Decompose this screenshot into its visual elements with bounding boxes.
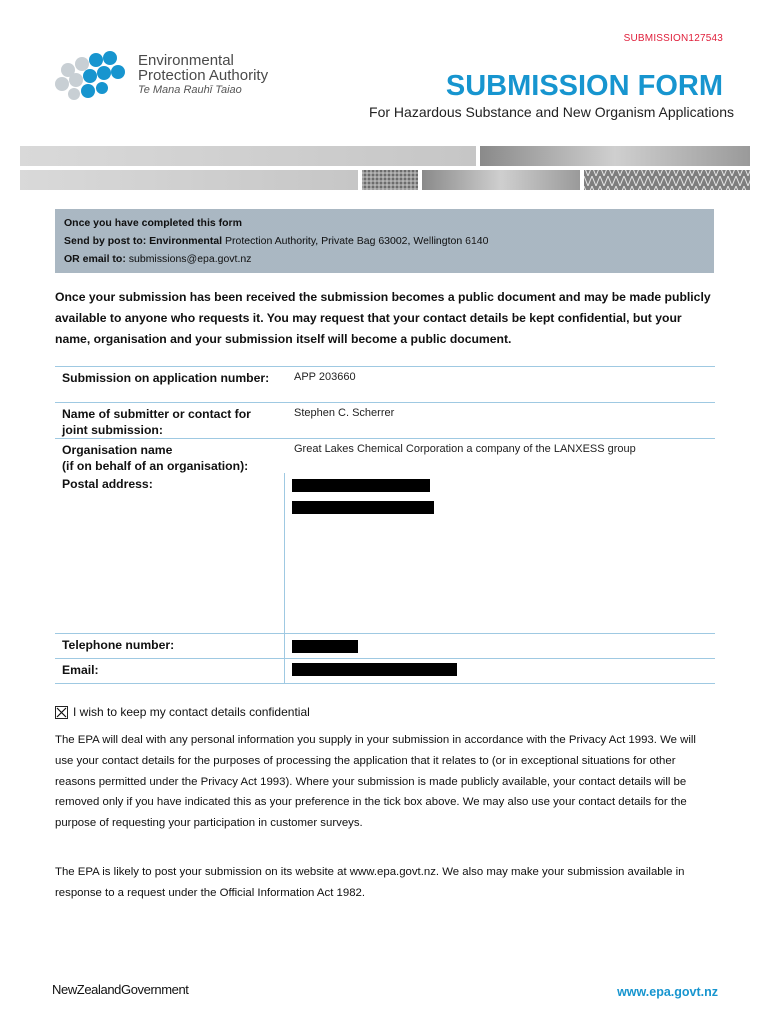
checkbox-cross-icon	[56, 707, 67, 718]
application-number-row	[55, 366, 715, 403]
organisation-label-line2: (if on behalf of an organisation):	[62, 459, 249, 473]
postal-address-row	[55, 473, 715, 634]
postal-address-label: Postal address:	[62, 477, 153, 491]
submitter-label: Name of submitter or contact for joint submission:	[62, 407, 251, 437]
submitter-name-field[interactable]: Stephen C. Scherrer	[294, 407, 395, 419]
column-divider	[284, 473, 285, 633]
epa-website-link[interactable]: www.epa.govt.nz	[617, 985, 718, 999]
logo-maori-name: Te Mana Rauhī Taiao	[138, 84, 242, 96]
photo-banner	[20, 146, 750, 192]
form-subtitle: For Hazardous Substance and New Organism Applications	[369, 104, 734, 120]
submission-id: SUBMISSION127543	[623, 33, 723, 44]
instructions-heading: Once you have completed this form	[64, 217, 242, 229]
redacted-telephone	[292, 640, 358, 653]
website-paragraph: The EPA is likely to post your submission on its website at www.epa.govt.nz. We also may make your submission available in response to a request under the Official Information Act 1982.	[55, 866, 685, 899]
logo-name-line1: Environmental	[138, 52, 234, 69]
epa-logo	[52, 48, 302, 104]
email-label: Email:	[62, 663, 99, 677]
column-divider	[284, 634, 285, 658]
redacted-address-line2	[292, 501, 434, 514]
telephone-row	[55, 634, 715, 659]
confidential-checkbox[interactable]	[55, 706, 68, 719]
submission-email: submissions@epa.govt.nz	[125, 253, 252, 265]
organisation-label-line1: Organisation name	[62, 443, 173, 457]
post-instruction-label: Send by post to: Environmental	[64, 235, 223, 247]
epa-logo-mark	[52, 48, 132, 104]
public-document-notice: Once your submission has been received the submission becomes a public document and may be made publicly available to anyone who requests it. You may request that your contact details be kept confidential, but your name, organisation and your submission itself will become a public document.	[55, 290, 711, 346]
application-number-field[interactable]: APP 203660	[294, 371, 356, 383]
email-instruction-label: OR email to:	[64, 253, 126, 265]
column-divider	[284, 659, 285, 683]
submitter-row	[55, 403, 715, 439]
organisation-row	[55, 439, 715, 473]
telephone-label: Telephone number:	[62, 638, 175, 652]
nz-government-logo: NewZealandGovernment	[52, 982, 189, 997]
logo-name-line2: Protection Authority	[138, 67, 269, 84]
privacy-paragraph: The EPA will deal with any personal information you supply in your submission in accordance with the Privacy Act 1993. We will use your contact details for the purposes of processing the application that it relates to (or in exceptional situations for other reasons permitted under the Privacy Act 1993). Where your submission is made publicly available, your contact details will be removed only if you have indicated this as your preference in the tick box above. We may also use your contact details for the purpose of requesting your participation in customer surveys.	[55, 734, 696, 830]
confidential-checkbox-label: I wish to keep my contact details confidential	[73, 705, 310, 719]
redacted-address-line1	[292, 479, 430, 492]
confidential-option	[55, 705, 310, 719]
organisation-label	[62, 442, 272, 474]
redacted-email	[292, 663, 457, 676]
organisation-field[interactable]: Great Lakes Chemical Corporation a company of the LANXESS group	[294, 443, 636, 455]
email-row	[55, 659, 715, 684]
submission-instructions-box	[55, 209, 714, 273]
application-number-label: Submission on application number:	[62, 371, 270, 385]
form-title: SUBMISSION FORM	[445, 70, 723, 102]
submitter-details-table	[55, 366, 715, 684]
post-address: Protection Authority, Private Bag 63002, Wellington 6140	[222, 235, 489, 247]
